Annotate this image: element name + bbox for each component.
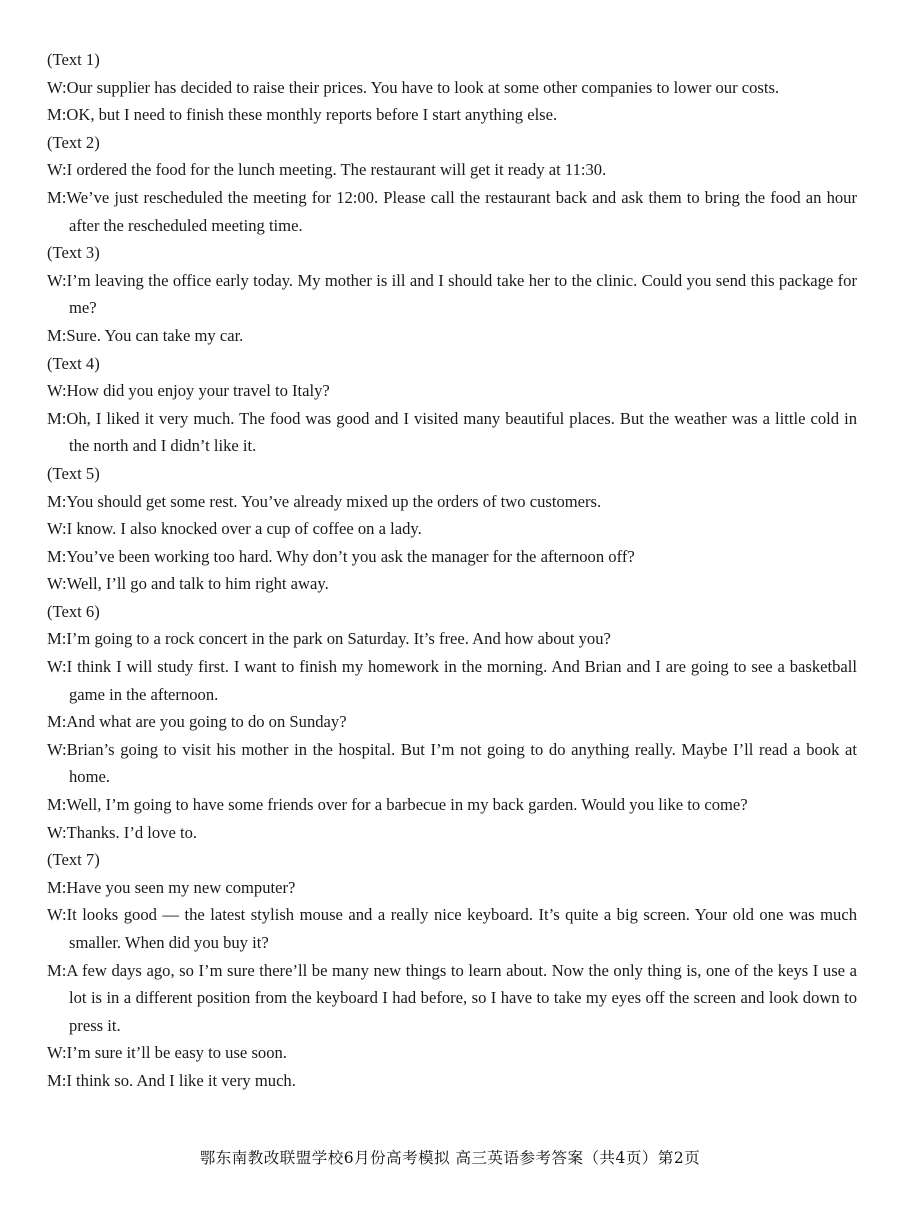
text-4-block — [47, 350, 857, 460]
text-3-heading: (Text 3) — [47, 243, 100, 263]
text-7-line-3: M:A few days ago, so I’m sure there’ll be many new things to learn about. Now the only thing is, one of the keys I use a lot is in a different position from the keyboard I had before, so I have to take my eyes off the screen and look down to press it. — [47, 960, 857, 1035]
text-6-line-1: M:I’m going to a rock concert in the park on Saturday. It’s free. And how about you? — [47, 629, 611, 649]
text-7-line-5: M:I think so. And I like it very much. — [47, 1070, 296, 1090]
text-1-line-1: W:Our supplier has decided to raise their prices. You have to look at some other companies to lower our costs. — [47, 77, 780, 97]
text-7-line-1: M:Have you seen my new computer? — [47, 877, 296, 897]
page-footer: 鄂东南教改联盟学校6月份高考模拟 高三英语参考答案（共4页）第2页 — [199, 1149, 701, 1167]
text-5-block — [47, 460, 857, 598]
text-2-line-1: W:I ordered the food for the lunch meeting. The restaurant will get it ready at 11:30. — [47, 160, 607, 180]
text-7-block — [47, 846, 857, 1094]
text-6-block — [47, 598, 857, 846]
text-7-line-4: W:I’m sure it’ll be easy to use soon. — [47, 1043, 287, 1063]
text-4-heading: (Text 4) — [47, 353, 100, 373]
text-7-heading: (Text 7) — [47, 850, 100, 870]
text-5-heading: (Text 5) — [47, 463, 100, 483]
text-4-line-1: W:How did you enjoy your travel to Italy? — [47, 381, 330, 401]
text-1-line-2: M:OK, but I need to finish these monthly reports before I start anything else. — [47, 105, 558, 125]
text-5-line-1: M:You should get some rest. You’ve already mixed up the orders of two customers. — [47, 491, 602, 511]
text-2-heading: (Text 2) — [47, 132, 100, 152]
text-3-line-1: W:I’m leaving the office early today. My mother is ill and I should take her to the clinic. Could you send this package for me? — [47, 270, 857, 318]
text-6-line-3: M:And what are you going to do on Sunday? — [47, 712, 347, 732]
text-4-line-2: M:Oh, I liked it very much. The food was good and I visited many beautiful places. But the weather was a little cold in the north and I didn’t like it. — [47, 408, 857, 456]
text-2-line-2: M:We’ve just rescheduled the meeting for 12:00. Please call the restaurant back and ask them to bring the food an hour after the rescheduled meeting time. — [47, 187, 857, 235]
text-6-line-6: W:Thanks. I’d love to. — [47, 822, 198, 842]
text-5-line-4: W:Well, I’ll go and talk to him right away. — [47, 574, 329, 594]
text-6-line-2: W:I think I will study first. I want to finish my homework in the morning. And Brian and I are going to see a basketball game in the afternoon. — [47, 657, 857, 704]
text-6-heading: (Text 6) — [47, 601, 100, 621]
text-6-line-4: W:Brian’s going to visit his mother in the hospital. But I’m not going to do anything really. Maybe I’ll read a book at home. — [47, 739, 857, 787]
transcript-page — [47, 46, 857, 1095]
text-3-block — [47, 239, 857, 349]
text-1-block — [47, 46, 857, 129]
text-5-line-3: M:You’ve been working too hard. Why don’t you ask the manager for the afternoon off? — [47, 546, 635, 566]
text-3-line-2: M:Sure. You can take my car. — [47, 325, 244, 345]
text-7-line-2: W:It looks good — the latest stylish mouse and a really nice keyboard. It’s quite a big screen. Your old one was much smaller. When did you buy it? — [47, 905, 857, 952]
text-5-line-2: W:I know. I also knocked over a cup of coffee on a lady. — [47, 519, 422, 539]
text-6-line-5: M:Well, I’m going to have some friends over for a barbecue in my back garden. Would you like to come? — [47, 795, 748, 815]
text-2-block — [47, 129, 857, 239]
text-1-heading: (Text 1) — [47, 50, 100, 69]
